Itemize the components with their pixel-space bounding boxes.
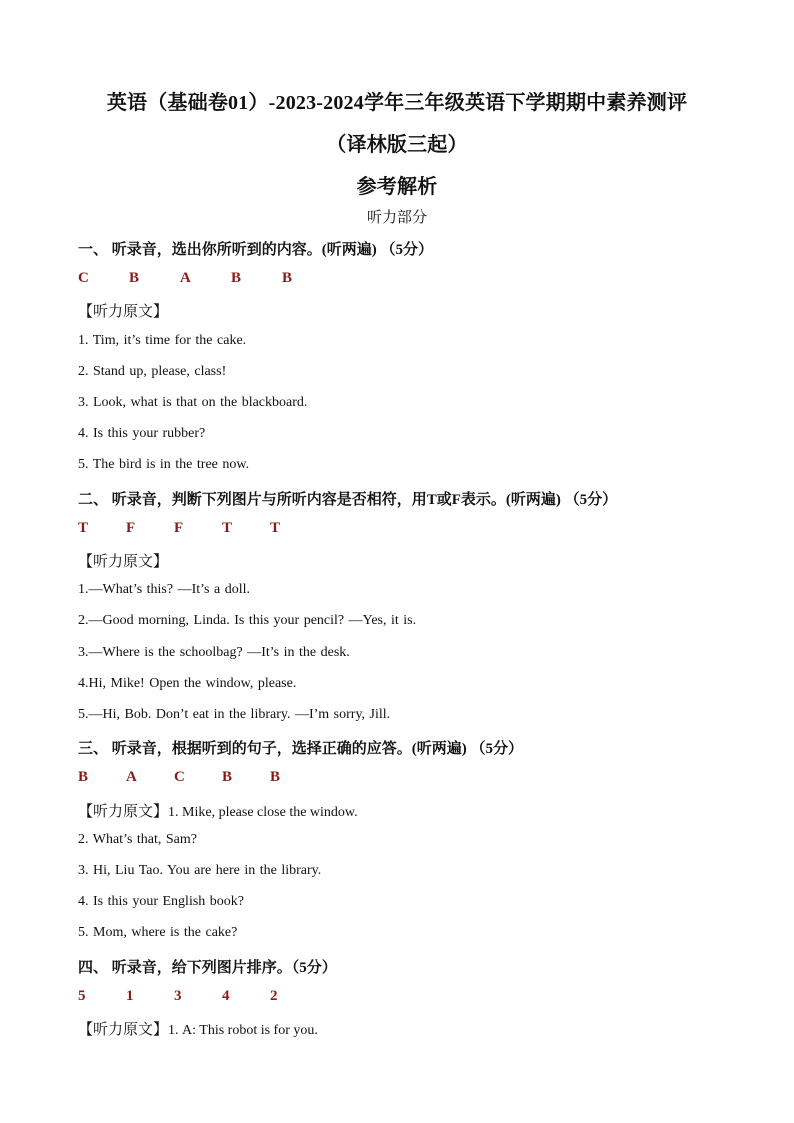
- transcript-line: 5. Mom, where is the cake?: [78, 925, 238, 940]
- answer: 4: [222, 988, 230, 1004]
- transcript-line: 5.—Hi, Bob. Don’t eat in the library. —I’m sorry, Jill.: [78, 707, 391, 722]
- transcript-line: 2. What’s that, Sam?: [78, 832, 197, 847]
- transcript-line: 1. A: This robot is for you.: [168, 1023, 318, 1038]
- transcript-line: 2. Stand up, please, class!: [78, 364, 227, 379]
- section-3-answers: [78, 769, 318, 786]
- transcript-tag: 【听力原文】: [78, 804, 169, 820]
- section-2-heading: 二、 听录音，判断下列图片与所听内容是否相符，用T或F表示。(听两遍) （5分）: [78, 492, 618, 508]
- document-edition: （译林版三起）: [326, 134, 468, 156]
- transcript-line: 4.Hi, Mike! Open the window, please.: [78, 676, 297, 691]
- transcript-row: [78, 1018, 318, 1039]
- answer: C: [174, 769, 185, 785]
- answer: T: [270, 520, 281, 536]
- transcript-row: [78, 800, 358, 821]
- answer: B: [129, 270, 140, 286]
- transcript-line: 4. Is this your rubber?: [78, 426, 206, 441]
- answer: C: [78, 270, 89, 286]
- part-heading: 听力部分: [366, 210, 427, 226]
- answer: 5: [78, 988, 86, 1004]
- transcript-line: 1. Mike, please close the window.: [168, 805, 358, 820]
- answer: A: [180, 270, 191, 286]
- transcript-tag: 【听力原文】: [78, 304, 169, 320]
- answer: B: [78, 769, 89, 785]
- section-2-answers: [78, 520, 318, 537]
- transcript-line: 3. Look, what is that on the blackboard.: [78, 395, 308, 410]
- transcript-tag: 【听力原文】: [78, 1022, 169, 1038]
- transcript-line: 3.—Where is the schoolbag? —It’s in the desk.: [78, 645, 350, 660]
- answer: F: [174, 520, 184, 536]
- transcript-line: 5. The bird is in the tree now.: [78, 457, 250, 472]
- answer: 2: [270, 988, 278, 1004]
- transcript-line: 2.—Good morning, Linda. Is this your pencil? —Yes, it is.: [78, 613, 417, 628]
- section-4-heading: 四、 听录音，给下列图片排序。（5分）: [78, 960, 337, 976]
- answer: B: [222, 769, 233, 785]
- answer: F: [126, 520, 136, 536]
- transcript-line: 3. Hi, Liu Tao. You are here in the library.: [78, 863, 322, 878]
- answer: B: [282, 270, 293, 286]
- answer: A: [126, 769, 137, 785]
- transcript-line: 1.—What’s this? —It’s a doll.: [78, 582, 250, 597]
- answer: T: [222, 520, 233, 536]
- section-4-answers: [78, 988, 318, 1005]
- section-1-heading: 一、 听录音，选出你所听到的内容。(听两遍) （5分）: [78, 242, 433, 258]
- answer: 1: [126, 988, 134, 1004]
- document-title: 英语（基础卷01）-2023-2024学年三年级英语下学期期中素养测评: [106, 92, 688, 114]
- answer: B: [270, 769, 281, 785]
- answer: T: [78, 520, 89, 536]
- section-3-heading: 三、 听录音，根据听到的句子，选择正确的应答。(听两遍) （5分）: [78, 741, 523, 757]
- transcript-tag: 【听力原文】: [78, 554, 169, 570]
- section-1-answers: [78, 270, 333, 287]
- answer: B: [231, 270, 242, 286]
- transcript-line: 1. Tim, it’s time for the cake.: [78, 333, 247, 348]
- answer: 3: [174, 988, 182, 1004]
- transcript-line: 4. Is this your English book?: [78, 894, 244, 909]
- document-subtitle: 参考解析: [356, 176, 438, 198]
